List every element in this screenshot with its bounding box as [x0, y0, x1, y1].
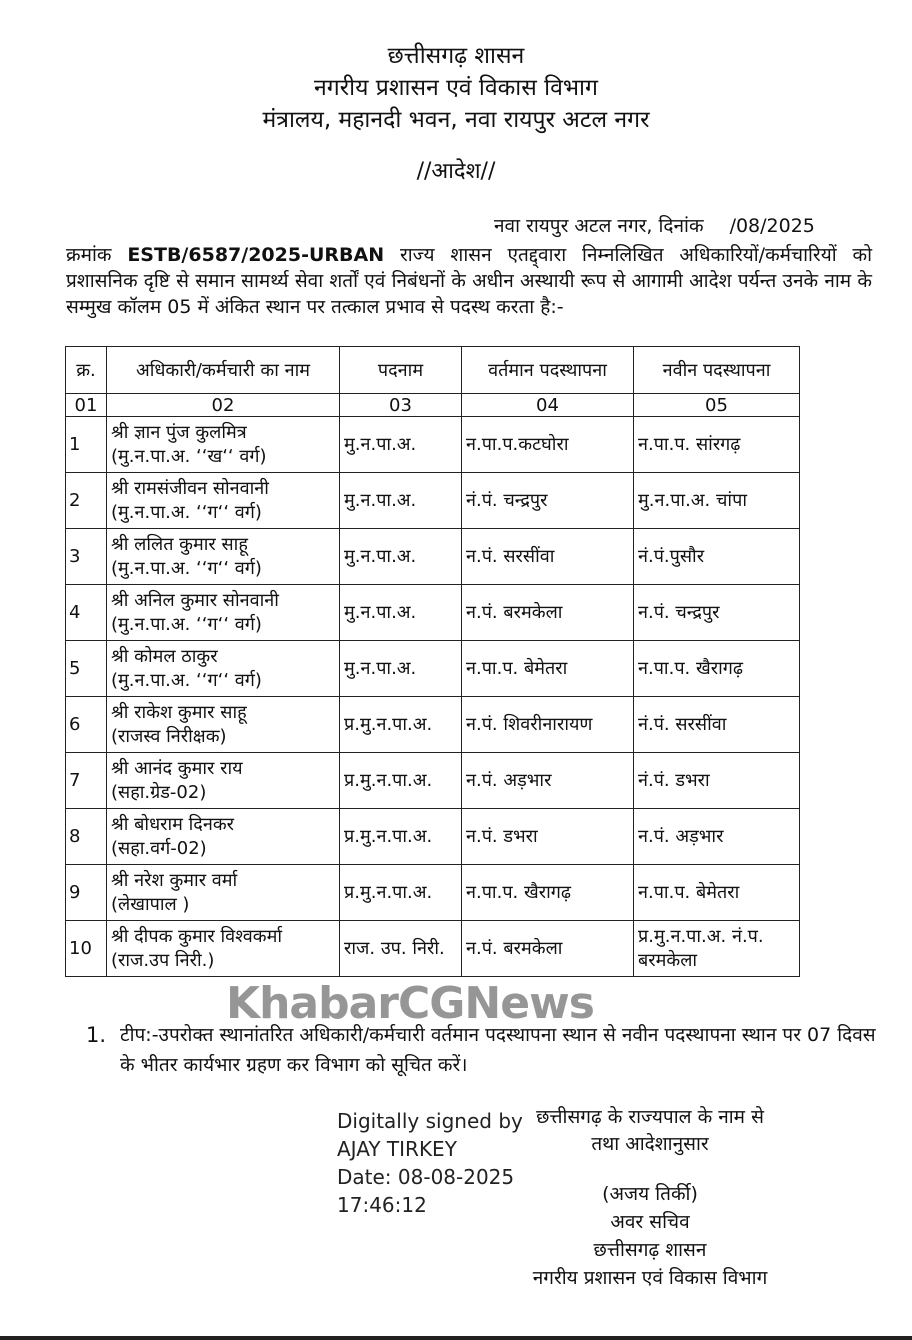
- table-row: [66, 809, 800, 865]
- row-name: श्री ललित कुमार साहू: [111, 533, 248, 555]
- row-current-posting: न.पा.प.कटघोरा: [462, 417, 634, 473]
- row-grade: (लेखापाल ): [111, 893, 190, 915]
- row-new-posting: न.पा.प. बेमेतरा: [634, 865, 800, 921]
- table-row: [66, 921, 800, 977]
- note: [86, 1020, 876, 1080]
- sig-date: Date: 08-08-2025: [337, 1165, 515, 1189]
- bottom-rule: [0, 1336, 912, 1340]
- row-sr: 10: [66, 921, 107, 977]
- col-header-post: पदनाम: [340, 347, 462, 394]
- row-name-cell: [107, 473, 340, 529]
- authority-line-2: तथा आदेशानुसार: [591, 1133, 709, 1155]
- row-grade: (राज.उप निरी.): [111, 949, 215, 971]
- row-name-cell: [107, 921, 340, 977]
- note-number: 1.: [86, 1023, 107, 1047]
- row-current-posting: न.पा.प. खैरागढ़: [462, 865, 634, 921]
- col-header-current: वर्तमान पदस्थापना: [462, 347, 634, 394]
- row-name: श्री ज्ञान पुंज कुलमित्र: [111, 421, 247, 443]
- row-new-posting: न.पं. अड़भार: [634, 809, 800, 865]
- row-post: प्र.मु.न.पा.अ.: [340, 753, 462, 809]
- row-post: मु.न.पा.अ.: [340, 417, 462, 473]
- col-number: 02: [107, 394, 340, 417]
- row-name-cell: [107, 697, 340, 753]
- table-header-row: [66, 347, 800, 394]
- date-value: /08/2025: [729, 215, 815, 237]
- authority-line-1: छत्तीसगढ़ के राज्यपाल के नाम से: [536, 1106, 764, 1128]
- col-number: 04: [462, 394, 634, 417]
- row-name: श्री दीपक कुमार विश्वकर्मा: [111, 925, 283, 947]
- table-row: [66, 585, 800, 641]
- row-name-cell: [107, 585, 340, 641]
- row-name: श्री बोधराम दिनकर: [111, 813, 235, 835]
- row-sr: 5: [66, 641, 107, 697]
- row-post: राज. उप. निरी.: [340, 921, 462, 977]
- row-new-posting: न.पा.प. खैरागढ़: [634, 641, 800, 697]
- note-text: टीप:-उपरोक्त स्थानांतरित अधिकारी/कर्मचारी वर्तमान पदस्थापना स्थान से नवीन पदस्थापना स्थान पर 07 दिवस के भीतर कार्यभार ग्रहण कर विभाग को सूचित करें।: [120, 1024, 876, 1076]
- row-sr: 3: [66, 529, 107, 585]
- row-post: मु.न.पा.अ.: [340, 473, 462, 529]
- row-post: मु.न.पा.अ.: [340, 641, 462, 697]
- row-current-posting: नं.पं. चन्द्रपुर: [462, 473, 634, 529]
- header-address: मंत्रालय, महानदी भवन, नवा रायपुर अटल नगर: [262, 107, 650, 133]
- header-state: छत्तीसगढ़ शासन: [387, 43, 525, 69]
- row-post: मु.न.पा.अ.: [340, 529, 462, 585]
- table-row: [66, 641, 800, 697]
- signatory-name: (अजय तिर्की): [602, 1183, 698, 1205]
- row-post: मु.न.पा.अ.: [340, 585, 462, 641]
- ref-prefix: क्रमांक: [66, 244, 112, 266]
- sig-signer: AJAY TIRKEY: [337, 1137, 457, 1161]
- row-current-posting: न.पं. डभरा: [462, 809, 634, 865]
- digital-signature: [337, 1107, 523, 1219]
- row-current-posting: न.पा.प. बेमेतरा: [462, 641, 634, 697]
- col-header-name: अधिकारी/कर्मचारी का नाम: [107, 347, 340, 394]
- posting-table: [65, 346, 800, 977]
- table-row: [66, 473, 800, 529]
- row-sr: 7: [66, 753, 107, 809]
- date-place: नवा रायपुर अटल नगर, दिनांक: [494, 215, 704, 237]
- row-current-posting: न.पं. बरमकेला: [462, 921, 634, 977]
- intro-body: राज्य शासन एतद्द्वारा निम्नलिखित अधिकारियों/कर्मचारियों को प्रशासनिक दृष्टि से समान सामर्थ्य सेवा शर्तों एवं निबंधनों के अधीन अस्थायी रूप से आगामी आदेश पर्यन्त उनके नाम के सम्मुख कॉलम 05 में अंकित स्थान पर तत्काल प्रभाव से पदस्थ करता है:-: [66, 244, 873, 318]
- sig-line: Digitally signed by: [337, 1109, 523, 1133]
- row-current-posting: न.पं. सरसींवा: [462, 529, 634, 585]
- row-name: श्री कोमल ठाकुर: [111, 645, 218, 667]
- row-name-cell: [107, 417, 340, 473]
- table-row: [66, 697, 800, 753]
- row-sr: 8: [66, 809, 107, 865]
- row-grade: (मु.न.पा.अ. ‘‘ग‘‘ वर्ग): [111, 613, 262, 635]
- row-post: प्र.मु.न.पा.अ.: [340, 697, 462, 753]
- row-current-posting: न.पं. अड़भार: [462, 753, 634, 809]
- row-post: प्र.मु.न.पा.अ.: [340, 809, 462, 865]
- row-grade: (मु.न.पा.अ. ‘‘ख‘‘ वर्ग): [111, 445, 267, 467]
- row-name-cell: [107, 641, 340, 697]
- order-title: //आदेश//: [416, 159, 496, 184]
- row-sr: 2: [66, 473, 107, 529]
- row-name: श्री रामसंजीवन सोनवानी: [111, 477, 269, 499]
- date-line: [494, 212, 815, 238]
- row-current-posting: न.पं. शिवरीनारायण: [462, 697, 634, 753]
- row-grade: (सहा.वर्ग-02): [111, 837, 207, 859]
- row-current-posting: न.पं. बरमकेला: [462, 585, 634, 641]
- row-new-posting: न.पं. चन्द्रपुर: [634, 585, 800, 641]
- col-header-new: नवीन पदस्थापना: [634, 347, 800, 394]
- col-header-sr: क्र.: [66, 347, 107, 394]
- col-number: 03: [340, 394, 462, 417]
- table-row: [66, 753, 800, 809]
- header-department: नगरीय प्रशासन एवं विकास विभाग: [314, 75, 598, 101]
- table-row: [66, 865, 800, 921]
- signatory-govt: छत्तीसगढ़ शासन: [593, 1239, 707, 1261]
- sig-time: 17:46:12: [337, 1193, 427, 1217]
- col-number: 01: [66, 394, 107, 417]
- row-post: प्र.मु.न.पा.अ.: [340, 865, 462, 921]
- row-sr: 6: [66, 697, 107, 753]
- row-new-posting: नं.पं.पुसौर: [634, 529, 800, 585]
- row-new-posting: नं.पं. डभरा: [634, 753, 800, 809]
- watermark: KhabarCGNews: [226, 978, 594, 1029]
- order-intro: [66, 242, 872, 320]
- col-number: 05: [634, 394, 800, 417]
- signatory-designation: अवर सचिव: [610, 1211, 690, 1233]
- row-name-cell: [107, 865, 340, 921]
- row-new-posting: प्र.मु.न.पा.अ. नं.प. बरमकेला: [634, 921, 800, 977]
- row-name: श्री अनिल कुमार सोनवानी: [111, 589, 279, 611]
- row-new-posting: न.पा.प. सांरगढ़: [634, 417, 800, 473]
- row-name: श्री नरेश कुमार वर्मा: [111, 869, 238, 891]
- row-new-posting: मु.न.पा.अ. चांपा: [634, 473, 800, 529]
- row-grade: (सहा.ग्रेड-02): [111, 781, 207, 803]
- table-row: [66, 417, 800, 473]
- row-grade: (मु.न.पा.अ. ‘‘ग‘‘ वर्ग): [111, 557, 262, 579]
- row-name-cell: [107, 753, 340, 809]
- row-new-posting: नं.पं. सरसींवा: [634, 697, 800, 753]
- row-sr: 4: [66, 585, 107, 641]
- row-name-cell: [107, 529, 340, 585]
- row-sr: 9: [66, 865, 107, 921]
- column-number-row: [66, 394, 800, 417]
- row-grade: (मु.न.पा.अ. ‘‘ग‘‘ वर्ग): [111, 501, 262, 523]
- table-row: [66, 529, 800, 585]
- row-name-cell: [107, 809, 340, 865]
- row-name: श्री आनंद कुमार राय: [111, 757, 243, 779]
- row-grade: (राजस्व निरीक्षक): [111, 725, 227, 747]
- row-name: श्री राकेश कुमार साहू: [111, 701, 247, 723]
- signatory-block: [500, 1180, 800, 1292]
- ref-number: ESTB/6587/2025-URBAN: [127, 244, 385, 266]
- row-grade: (मु.न.पा.अ. ‘‘ग‘‘ वर्ग): [111, 669, 262, 691]
- row-sr: 1: [66, 417, 107, 473]
- signatory-dept: नगरीय प्रशासन एवं विकास विभाग: [532, 1267, 768, 1289]
